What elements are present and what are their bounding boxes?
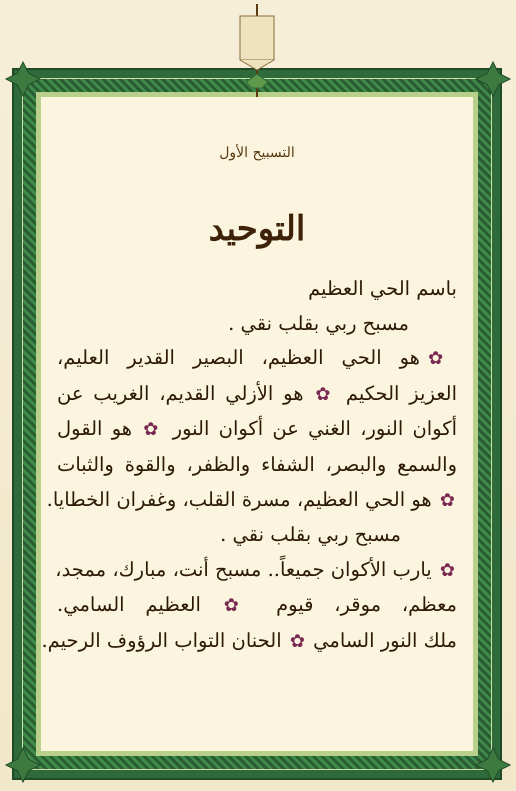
text-panel (41, 97, 473, 751)
text-line: أكوان النور، الغني عن أكوان النور ✿ هو القول (57, 417, 457, 441)
page-title: التوحيد (208, 209, 306, 249)
corner-leaf-icon (4, 60, 42, 98)
corner-leaf-icon (474, 746, 512, 784)
page-subtitle: التسبيح الأول (219, 145, 295, 161)
corner-leaf-icon (4, 746, 42, 784)
text-line: باسم الحي العظيم (308, 277, 457, 300)
banner-flag-icon (232, 4, 282, 100)
prayer-text (41, 272, 457, 660)
text-line: العزيز الحكيم ✿ هو الأزلي القديم، الغريب عن (57, 381, 457, 405)
text-line: مسبح ربي بقلب نقي . (220, 523, 401, 547)
text-line: ✿ يارب الأكوان جميعاً.. مسبح أنت، مبارك، ممجد، (55, 557, 455, 581)
text-line: ملك النور السامي ✿ الحنان التواب الرؤوف الرحيم. (41, 628, 457, 652)
flower-ornament-icon: ✿ (289, 630, 305, 652)
flower-ornament-icon: ✿ (140, 419, 162, 441)
flower-ornament-icon: ✿ (428, 348, 455, 370)
flower-ornament-icon: ✿ (311, 383, 335, 405)
corner-leaf-icon (474, 60, 512, 98)
text-line: معظم، موقر، قيوم ✿ العظيم السامي. (57, 593, 457, 617)
text-line: ✿ هو الحي العظيم، مسرة القلب، وغفران الخطايا. (46, 487, 455, 511)
text-line: والسمع والبصر، الشفاء والظفر، والقوة والثبات (57, 452, 457, 476)
text-line: مسبح ربي بقلب نقي . (228, 311, 409, 335)
flower-ornament-icon: ✿ (209, 595, 254, 617)
flower-ornament-icon: ✿ (439, 489, 455, 511)
text-line: ✿ هو الحي العظيم، البصير القدير العليم، (57, 346, 455, 370)
flower-ornament-icon: ✿ (439, 559, 455, 581)
